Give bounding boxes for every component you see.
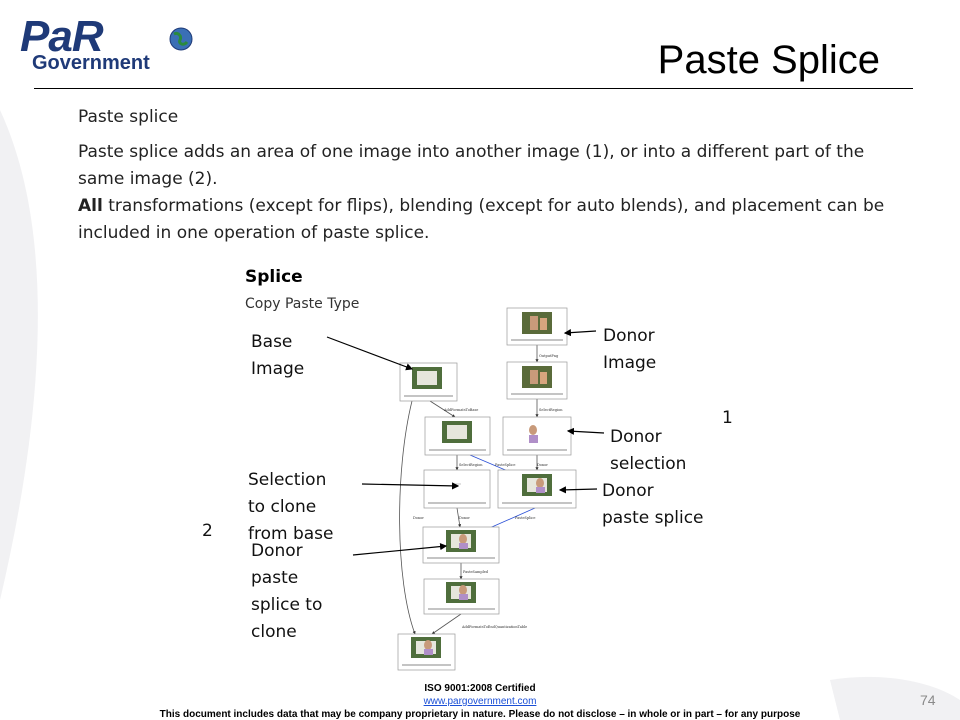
- footer-disclaimer: This document includes data that may be company proprietary in nature. Please do not disclose – in whole or in part – for any purpose: [159, 709, 801, 720]
- node-paste-sampled: [424, 579, 499, 614]
- para2-rest: transformations (except for flips), blending (except for auto blends), and placement can be included in one operation of paste splice.: [78, 196, 885, 243]
- node-donor-paste-splice: [498, 470, 576, 508]
- arrow-base-image: [327, 337, 412, 369]
- paragraph-description: Paste splice adds an area of one image into another image (1), or into a different part of the same image (2).: [78, 142, 865, 189]
- node-donor-selection: [503, 417, 571, 455]
- edge-label-pastesampled: PasteSampled: [463, 570, 489, 574]
- annotation-donor-selection: Donor selection: [610, 427, 687, 474]
- edge-sampled-to-final: [432, 614, 461, 634]
- annotation-donor-image: Donor Image: [603, 326, 657, 373]
- edge-label-addformats: AddFormatsToBase: [444, 408, 479, 412]
- diagram-title: Splice: [245, 267, 303, 287]
- node-selection-base: [424, 470, 490, 508]
- footer-iso: ISO 9001:2008 Certified: [424, 683, 536, 694]
- annotation-selection-to-clone: Selection to clone from base: [248, 470, 334, 544]
- marker-1: 1: [722, 408, 733, 428]
- annotation-donor-paste-splice: Donor paste splice: [602, 481, 704, 528]
- edge-label-donor-3: Donor: [459, 516, 470, 520]
- edge-label-pastesplice-2: PasteSplice: [515, 516, 536, 520]
- logo-main-text: PaR: [20, 12, 103, 61]
- section-heading: Paste splice: [78, 107, 179, 127]
- node-base-image: [400, 363, 457, 401]
- arrow-donor-selection: [568, 431, 604, 433]
- edge-label-pastesplice-1: PasteSplice: [495, 463, 516, 467]
- edge-label-selectregion-donor: SelectRegion: [539, 408, 563, 412]
- edge-label-donor-2: Donor: [413, 516, 424, 520]
- node-paste-to-clone: [423, 527, 499, 563]
- marker-2: 2: [202, 521, 213, 541]
- edge-label-selectregion-base: SelectRegion: [459, 463, 483, 467]
- bold-all: All: [78, 196, 103, 216]
- slide-title: Paste Splice: [657, 38, 880, 82]
- footer-url-wrapper: [0, 696, 960, 707]
- annotation-paste-splice-to-clone: Donor paste splice to clone: [251, 541, 323, 642]
- footer-url-link[interactable]: www.pargovernment.com: [423, 696, 537, 707]
- annotation-base-image: Base Image: [251, 332, 305, 379]
- node-donor-image: [507, 308, 567, 345]
- arrow-donor-image: [565, 331, 596, 333]
- edge-label-addformat-final: AddFormatsToEndQuantizationTable: [462, 625, 528, 629]
- node-final-image: [398, 634, 455, 670]
- logo-sub-text: Government: [32, 52, 150, 74]
- node-format-image: [425, 417, 490, 455]
- page-number: 74: [920, 692, 936, 708]
- node-donor-image-2: [507, 362, 567, 399]
- diagram-subtitle: Copy Paste Type: [245, 296, 360, 312]
- edge-label-outputpng: OutputPng: [539, 354, 559, 358]
- edge-label-donor-1: Donor: [537, 463, 548, 467]
